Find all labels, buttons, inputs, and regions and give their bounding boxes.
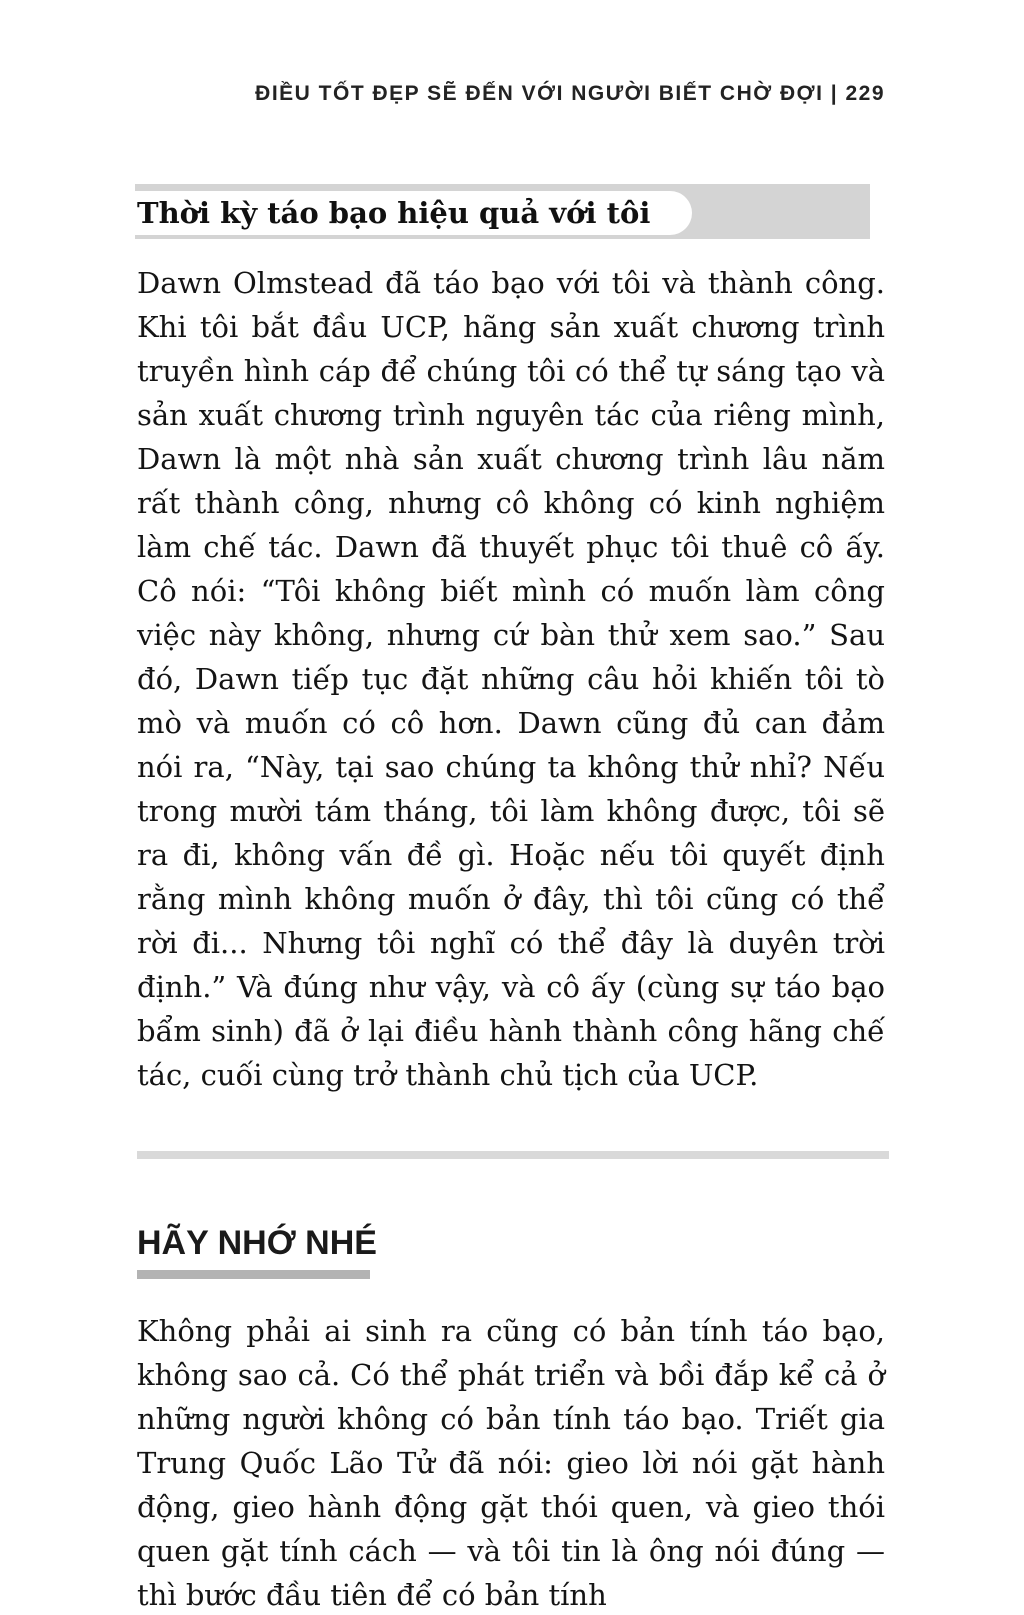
section-heading-pill bbox=[135, 191, 692, 235]
section-heading: Thời kỳ táo bạo hiệu quả với tôi bbox=[137, 196, 651, 230]
section-divider bbox=[137, 1151, 889, 1159]
remember-heading-underline bbox=[137, 1270, 370, 1279]
body-paragraph-boxed-section: Dawn Olmstead đã táo bạo với tôi và thành công. Khi tôi bắt đầu UCP, hãng sản xuất chương trình truyền hình cáp để chúng tôi có thể tự sáng tạo và sản xuất chương trình nguyên tác của riêng mình, Dawn là một nhà sản xuất chương trình lâu năm rất thành công, nhưng cô không có kinh nghiệm làm chế tác. Dawn đã thuyết phục tôi thuê cô ấy. Cô nói: “Tôi không biết mình có muốn làm công việc này không, nhưng cứ bàn thử xem sao.” Sau đó, Dawn tiếp tục đặt những câu hỏi khiến tôi tò mò và muốn có cô hơn. Dawn cũng đủ can đảm nói ra, “Này, tại sao chúng ta không thử nhỉ? Nếu trong mười tám tháng, tôi làm không được, tôi sẽ ra đi, không vấn đề gì. Hoặc nếu tôi quyết định rằng mình không muốn ở đây, thì tôi cũng có thể rời đi... Nhưng tôi nghĩ có thể đây là duyên trời định.” Và đúng như vậy, và cô ấy (cùng sự táo bạo bẩm sinh) đã ở lại điều hành thành công hãng chế tác, cuối cùng trở thành chủ tịch của UCP. bbox=[137, 266, 885, 1092]
running-head: ĐIỀU TỐT ĐẸP SẼ ĐẾN VỚI NGƯỜI BIẾT CHỜ ĐỢI | 229 bbox=[255, 82, 885, 105]
remember-heading: HÃY NHỚ NHÉ bbox=[137, 1224, 377, 1262]
section-heading-band bbox=[135, 184, 870, 239]
body-paragraph-remember-section: Không phải ai sinh ra cũng có bản tính táo bạo, không sao cả. Có thể phát triển và bồi đắp kể cả ở những người không có bản tính táo bạo. Triết gia Trung Quốc Lão Tử đã nói: gieo lời nói gặt hành động, gieo hành động gặt thói quen, và gieo thói quen gặt tính cách — và tôi tin là ông nói đúng — thì bước đầu tiên để có bản tính bbox=[137, 1314, 885, 1613]
text-column bbox=[137, 0, 885, 1615]
